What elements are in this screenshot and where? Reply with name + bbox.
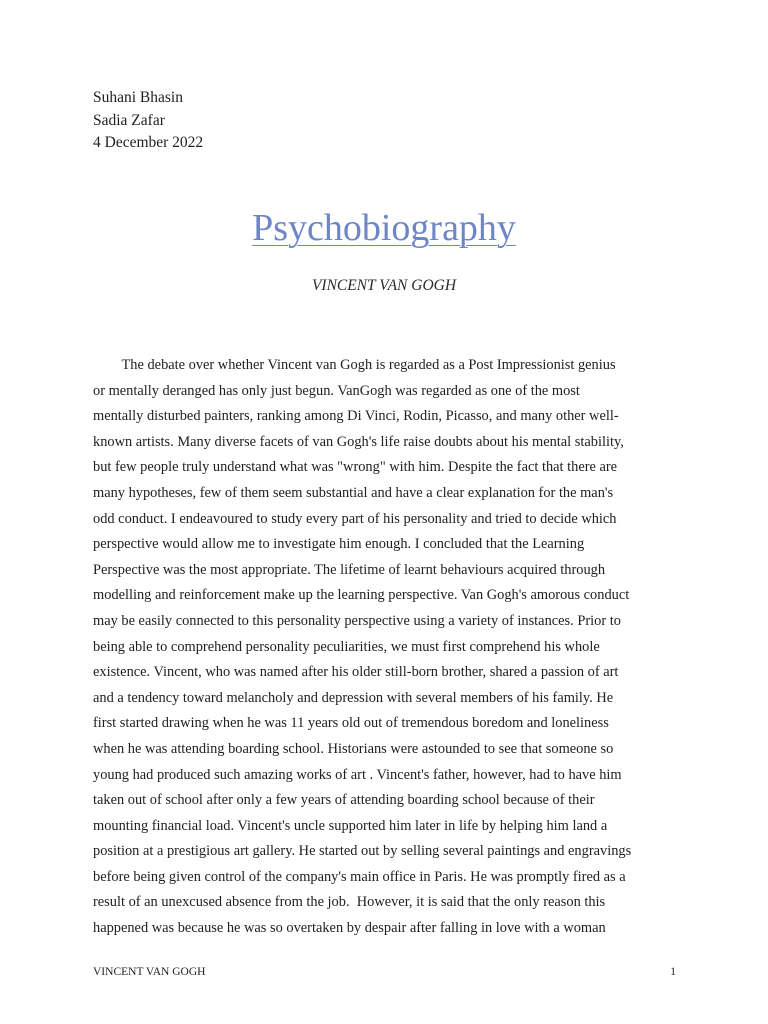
page-number: 1 [670, 966, 676, 978]
body-line: when he was attending boarding school. Historians were astounded to see that someone so [93, 740, 614, 757]
body-line: happened was because he was so overtaken by despair after falling in love with a woman [93, 920, 606, 937]
document-header [93, 87, 203, 155]
document-subtitle: VINCENT VAN GOGH [311, 277, 457, 294]
document-date: 4 December 2022 [93, 134, 204, 151]
document-title: Psychobiography [252, 207, 516, 249]
body-line: perspective would allow me to investigate him enough. I concluded that the Learning [93, 536, 585, 553]
body-line: The debate over whether Vincent van Gogh is regarded as a Post Impressionist genius [93, 357, 616, 373]
body-line: mounting financial load. Vincent's uncle supported him later in life by helping him land a [93, 817, 608, 834]
body-line: Perspective was the most appropriate. The lifetime of learnt behaviours acquired through [93, 561, 606, 578]
body-line: modelling and reinforcement make up the learning perspective. Van Gogh's amorous conduct [93, 587, 630, 604]
body-line: existence. Vincent, who was named after his older still-born brother, shared a passion of art [93, 664, 619, 681]
body-line: before being given control of the company's main office in Paris. He was promptly fired as a [93, 868, 626, 885]
body-line: taken out of school after only a few years of attending boarding school because of their [93, 792, 595, 809]
body-line: may be easily connected to this personality perspective using a variety of instances. Prior to [93, 612, 621, 629]
body-line: result of an unexcused absence from the job. However, it is said that the only reason this [93, 894, 606, 911]
body-line: or mentally deranged has only just begun. VanGogh was regarded as one of the most [93, 382, 580, 399]
body-line: being able to comprehend personality peculiarities, we must first comprehend his whole [93, 638, 600, 655]
running-head: VINCENT VAN GOGH [93, 966, 206, 978]
body-line: known artists. Many diverse facets of van Gogh's life raise doubts about his mental stability, [93, 433, 624, 450]
body-line: odd conduct. I endeavoured to study every part of his personality and tried to decide which [93, 510, 617, 527]
body-line: young had produced such amazing works of art . Vincent's father, however, had to have him [93, 766, 622, 783]
body-line: mentally disturbed painters, ranking among Di Vinci, Rodin, Picasso, and many other well- [93, 408, 619, 425]
body-line: and a tendency toward melancholy and depression with several members of his family. He [93, 689, 614, 706]
body-line: position at a prestigious art gallery. He started out by selling several paintings and engravings [93, 843, 632, 860]
body-line: first started drawing when he was 11 years old out of tremendous boredom and loneliness [93, 715, 609, 732]
body-line: many hypotheses, few of them seem substantial and have a clear explanation for the man's [93, 484, 614, 501]
body-line: but few people truly understand what was "wrong" with him. Despite the fact that there are [93, 459, 618, 476]
instructor-name: Sadia Zafar [93, 111, 165, 129]
body-paragraph [93, 353, 693, 942]
author-name: Suhani Bhasin [93, 89, 183, 106]
